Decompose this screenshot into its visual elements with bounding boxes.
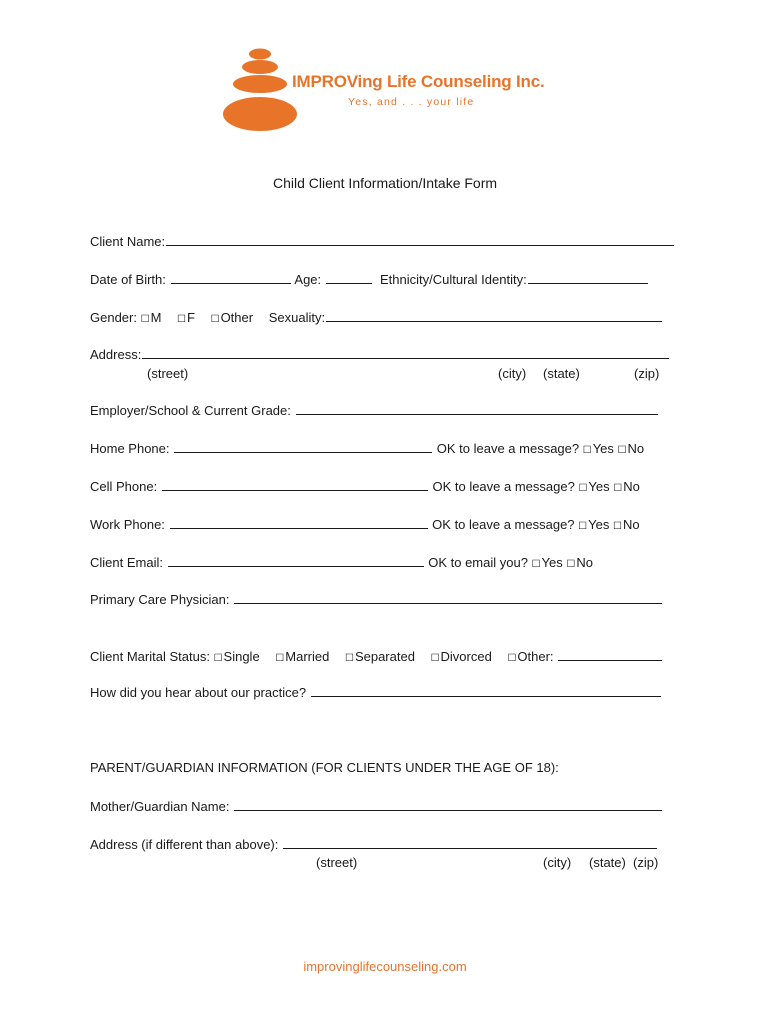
stacked-stones-icon	[222, 46, 298, 134]
address-label: Address:	[90, 347, 142, 362]
company-logo	[222, 46, 562, 136]
parent-city-hint: (city)	[543, 855, 572, 870]
employer-row	[90, 402, 659, 418]
hear-row	[90, 684, 662, 700]
work-phone-label: Work Phone:	[90, 517, 165, 532]
email-row	[90, 554, 593, 570]
work-phone-field[interactable]	[170, 516, 428, 529]
mother-row	[90, 798, 663, 814]
brand-tagline: Yes, and . . . your life	[348, 96, 475, 108]
hear-field[interactable]	[311, 684, 661, 697]
marital-option-other[interactable]: ☐Other:	[507, 649, 554, 664]
ethnicity-field[interactable]	[528, 271, 648, 284]
marital-option-separated[interactable]: ☐Separated	[344, 649, 415, 664]
checkbox-icon: ☐	[612, 521, 622, 532]
mother-field[interactable]	[234, 798, 662, 811]
dob-field[interactable]	[171, 271, 291, 284]
parent-street-hint: (street)	[316, 855, 358, 870]
client-name-row	[90, 233, 675, 249]
client-name-label: Client Name:	[90, 234, 166, 249]
address-city-hint: (city)	[498, 366, 527, 381]
cell-phone-label: Cell Phone:	[90, 479, 158, 494]
checkbox-icon: ☐	[213, 653, 223, 664]
checkbox-icon: ☐	[275, 653, 285, 664]
checkbox-icon: ☐	[177, 314, 187, 325]
checkbox-icon: ☐	[578, 521, 588, 532]
email-field[interactable]	[168, 554, 424, 567]
cell-phone-field[interactable]	[162, 478, 428, 491]
cell-no-option[interactable]: ☐No	[613, 479, 640, 494]
physician-label: Primary Care Physician:	[90, 592, 230, 607]
cell-yes-option[interactable]: ☐Yes	[578, 479, 610, 494]
address-street-hint: (street)	[147, 366, 189, 381]
marital-option-single[interactable]: ☐Single	[213, 649, 260, 664]
parent-section-heading: PARENT/GUARDIAN INFORMATION (FOR CLIENTS UNDER THE AGE OF 18):	[90, 760, 559, 775]
physician-field[interactable]	[234, 591, 662, 604]
checkbox-icon: ☐	[617, 445, 627, 456]
home-yes-option[interactable]: ☐Yes	[582, 441, 614, 456]
marital-row	[90, 648, 663, 664]
client-name-field[interactable]	[166, 233, 674, 246]
ethnicity-label: Ethnicity/Cultural Identity:	[380, 272, 527, 287]
parent-state-hint: (state)	[589, 855, 626, 870]
employer-field[interactable]	[296, 402, 658, 415]
parent-address-label: Address (if different than above):	[90, 837, 279, 852]
work-phone-row	[90, 516, 640, 532]
checkbox-icon: ☐	[140, 314, 150, 325]
gender-row	[90, 309, 663, 325]
home-phone-field[interactable]	[174, 440, 432, 453]
email-no-option[interactable]: ☐No	[566, 555, 593, 570]
marital-option-divorced[interactable]: ☐Divorced	[430, 649, 492, 664]
marital-label: Client Marital Status:	[90, 649, 210, 664]
marital-option-married[interactable]: ☐Married	[275, 649, 330, 664]
parent-address-row	[90, 836, 658, 852]
checkbox-icon: ☐	[531, 559, 541, 570]
address-zip-hint: (zip)	[634, 366, 660, 381]
hear-label: How did you hear about our practice?	[90, 685, 307, 700]
employer-label: Employer/School & Current Grade:	[90, 403, 291, 418]
checkbox-icon: ☐	[582, 445, 592, 456]
dob-row	[90, 271, 649, 287]
email-yes-option[interactable]: ☐Yes	[531, 555, 563, 570]
physician-row	[90, 591, 663, 607]
home-phone-label: Home Phone:	[90, 441, 170, 456]
gender-label: Gender:	[90, 310, 137, 325]
gender-option-other[interactable]: ☐Other	[210, 310, 254, 325]
cell-ok-message-label: OK to leave a message?	[432, 479, 575, 494]
checkbox-icon: ☐	[613, 483, 623, 494]
checkbox-icon: ☐	[578, 483, 588, 494]
parent-zip-hint: (zip)	[633, 855, 659, 870]
age-label: Age:	[294, 272, 322, 287]
sexuality-field[interactable]	[326, 309, 662, 322]
checkbox-icon: ☐	[430, 653, 440, 664]
checkbox-icon: ☐	[507, 653, 517, 664]
gender-option-m[interactable]: ☐M	[140, 310, 162, 325]
home-no-option[interactable]: ☐No	[617, 441, 645, 456]
mother-label: Mother/Guardian Name:	[90, 799, 230, 814]
home-phone-row	[90, 440, 644, 456]
checkbox-icon: ☐	[344, 653, 354, 664]
email-label: Client Email:	[90, 555, 163, 570]
address-state-hint: (state)	[543, 366, 580, 381]
work-no-option[interactable]: ☐No	[612, 517, 640, 532]
ok-email-label: OK to email you?	[428, 555, 528, 570]
work-yes-option[interactable]: ☐Yes	[578, 517, 610, 532]
form-title: Child Client Information/Intake Form	[272, 175, 498, 191]
dob-label: Date of Birth:	[90, 272, 166, 287]
brand-name: IMPROVing Life Counseling Inc.	[292, 72, 545, 91]
age-field[interactable]	[326, 271, 372, 284]
marital-other-field[interactable]	[558, 648, 662, 661]
cell-phone-row	[90, 478, 640, 494]
home-ok-message-label: OK to leave a message?	[436, 441, 580, 456]
footer-website-link[interactable]: improvinglifecounseling.com	[303, 959, 467, 974]
gender-option-f[interactable]: ☐F	[177, 310, 195, 325]
address-field[interactable]	[142, 346, 669, 359]
sexuality-label: Sexuality:	[268, 310, 326, 325]
checkbox-icon: ☐	[210, 314, 220, 325]
address-row	[90, 346, 670, 362]
parent-address-field[interactable]	[283, 836, 657, 849]
work-ok-message-label: OK to leave a message?	[432, 517, 575, 532]
checkbox-icon: ☐	[566, 559, 576, 570]
